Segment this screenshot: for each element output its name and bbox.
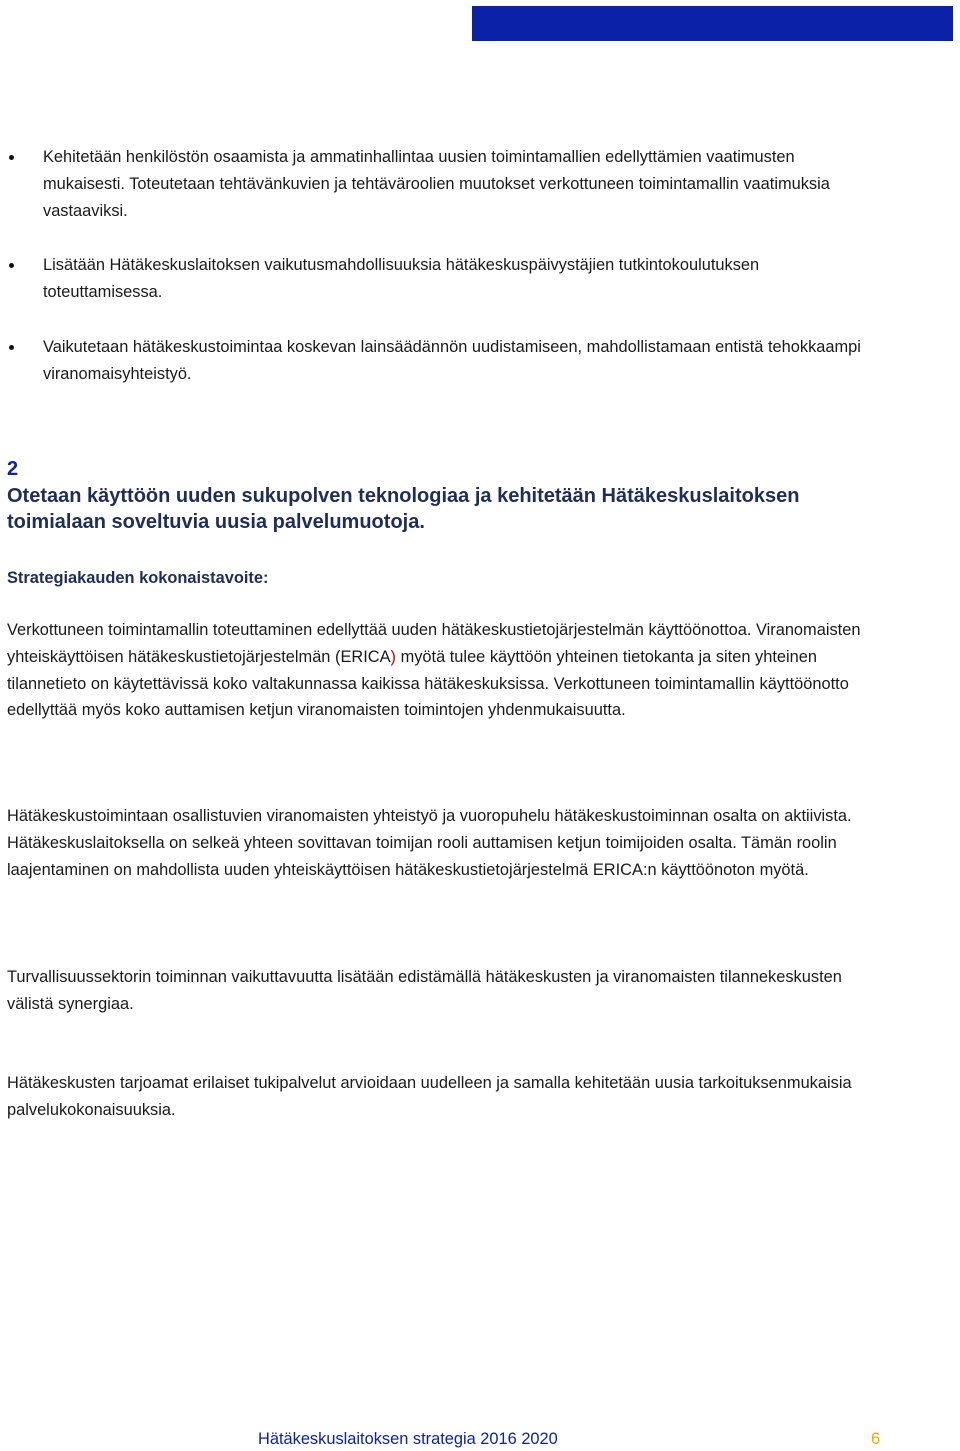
header-bar [472, 6, 953, 41]
paragraph-security-sector: Turvallisuussektorin toiminnan vaikuttavuutta lisätään edistämällä hätäkeskusten ja viranomaisten tilannekeskusten välistä synergiaa. [7, 968, 842, 1013]
bullet-text: Kehitetään henkilöstön osaamista ja ammatinhallintaa uusien toimintamallien edellyttämien vaatimusten mukaisesti. Toteutetaan tehtävänkuvien ja tehtäväroolien muutokset verkottuneen toimintamallin vaatimuksia vastaaviksi. [43, 148, 830, 220]
section-number: 2 [7, 458, 19, 480]
bullet-icon [9, 263, 14, 268]
strategy-goal-heading: Strategiakauden kokonaistavoite: [7, 569, 269, 587]
paragraph-text: myötä tulee käyttöön yhteinen tietokanta ja siten yhteinen tilannetieto on käytettävissä koko valtakunnassa kaikissa hätäkeskuksissa. Verkottuneen toimintamallin käyttöönotto edellyttää myös koko auttamisen ketjun viranomaisten toimintojen yhdenmukaisuutta. [7, 647, 849, 720]
section-title: Otetaan käyttöön uuden sukupolven teknologiaa ja kehitetään Hätäkeskuslaitoksen toimialaan soveltuvia uusia palvelumuotoja. [7, 485, 800, 533]
paragraph-implementation [7, 617, 887, 724]
bullet-text: Vaikutetaan hätäkeskustoimintaa koskevan lainsäädännön uudistamiseen, mahdollistamaan entistä tehokkaampi viranomaisyhteistyö. [43, 337, 861, 383]
bullet-list [0, 144, 960, 416]
bullet-icon [9, 155, 14, 160]
footer-title: Hätäkeskuslaitoksen strategia 2016 2020 [258, 1430, 558, 1448]
bullet-text: Lisätään Hätäkeskuslaitoksen vaikutusmahdollisuuksia hätäkeskuspäivystäjien tutkintokoulutuksen toteuttamisessa. [43, 256, 760, 302]
bullet-item [0, 144, 873, 224]
bullet-icon [9, 345, 14, 350]
paragraph-text: Verkottuneen toimintamallin toteuttaminen edellyttää uuden hätäkeskustietojärjestelmän käyttöönottoa. Viranomaisten yhteiskäyttöisen hätäkeskustietojärjestelmän (ERICA [7, 621, 861, 666]
paragraph-support-services: Hätäkeskusten tarjoamat erilaiset tukipalvelut arvioidaan uudelleen ja samalla kehitetään uusia tarkoituksenmukaisia palvelukokonaisuuksia. [7, 1074, 852, 1119]
paragraph-red-paren: ) [390, 647, 397, 666]
paragraph-cooperation: Hätäkeskustoimintaan osallistuvien viranomaisten yhteistyö ja vuoropuhelu hätäkeskustoiminnan osalta on aktiivista. Hätäkeskuslaitoksella on selkeä yhteen sovittavan toimijan rooli auttamisen ketjun toimijoiden osalta. Tämän roolin laajentaminen on mahdollista uuden yhteiskäyttöisen hätäkeskustietojärjestelmä ERICA:n käyttöönoton myötä. [7, 807, 852, 879]
page-number: 6 [871, 1430, 881, 1448]
bullet-item [0, 252, 873, 306]
bullet-item [0, 334, 873, 388]
